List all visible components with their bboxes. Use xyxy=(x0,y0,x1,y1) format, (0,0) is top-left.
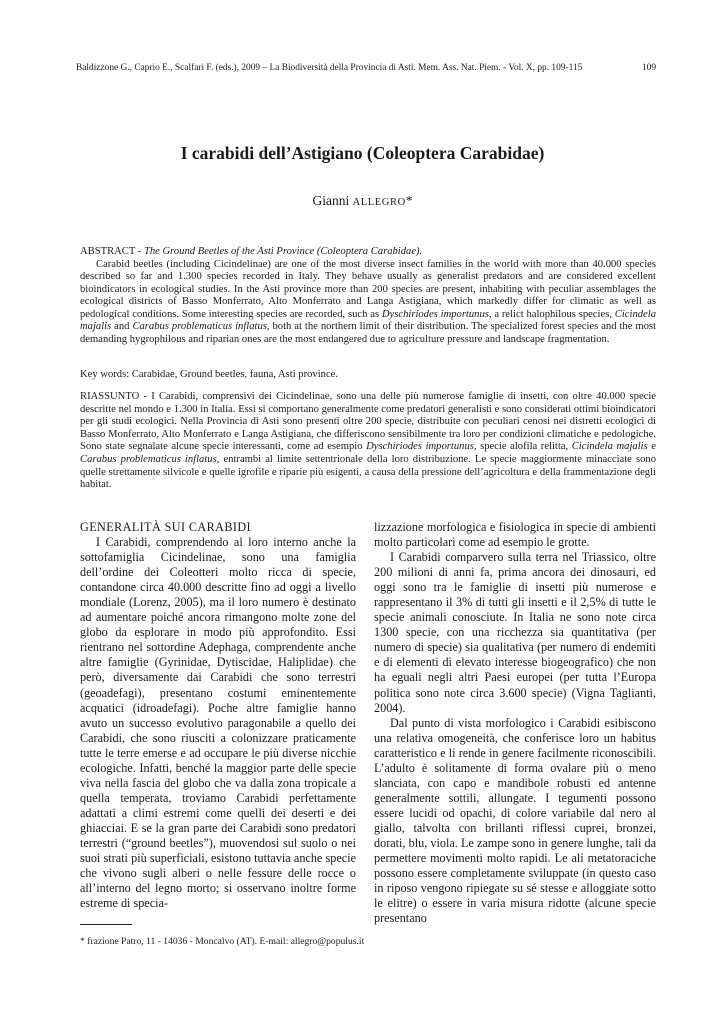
right-column xyxy=(374,520,656,926)
riassunto-body xyxy=(80,391,656,492)
riassunto-text-3: e xyxy=(647,441,657,453)
abstract-body xyxy=(80,259,656,347)
riassunto-species-1: Dyschiriodes importunus xyxy=(366,441,474,453)
citation-line: Baldizzone G., Caprio E., Scalfari F. (eds.), 2009 – La Biodiversità della Provincia di Asti. Mem. Ass. Nat. Piem. - Vol. X, pp. 109-115 xyxy=(76,63,583,73)
author-last-name: ALLEGRO xyxy=(352,197,406,208)
abstract-species-1: Dyschiriodes importunus xyxy=(381,308,489,320)
running-head xyxy=(76,63,656,73)
riassunto-species-2: Cicindela majalis xyxy=(571,441,648,453)
abstract xyxy=(80,246,656,346)
abstract-heading xyxy=(80,246,656,259)
abstract-species-3: Carabus problematicus inflatus xyxy=(132,321,267,332)
right-paragraph-1: lizzazione morfologica e fisiologica in specie di ambienti molto particolari come ad esempio le grotte. xyxy=(374,520,656,550)
footnote-rule xyxy=(80,924,132,925)
page-number: 109 xyxy=(641,63,656,73)
riassunto-species-3: Carabus problematicus inflatus xyxy=(80,453,217,465)
abstract-text-4: , both at the northern limit of their distribution. The specialized forest species and the most demanding hygrophilous and riparian ones are the most endangered due to agriculture pressure and landscape fragmentation. xyxy=(80,321,657,345)
abstract-label: ABSTRACT - xyxy=(80,246,144,257)
left-column xyxy=(80,520,356,911)
abstract-species-2: Cicindela majalis xyxy=(80,308,656,332)
author-line xyxy=(0,193,725,209)
keywords: Key words: Carabidae, Ground beetles, fauna, Asti province. xyxy=(80,369,338,380)
abstract-english-title: The Ground Beetles of the Asti Province (Coleoptera Carabidae). xyxy=(143,246,423,257)
abstract-text-1: Carabid beetles (including Cicindelinae) are one of the most diverse insect families in the world with more than 40.000 species described so far and 1.300 species recorded in Italy. They behave usually as generalist predators and are considered excellent bioindicators in ecological studies. In the Asti province more than 200 species are present, inhabiting with peculiar assemblages the ecological districts of Basso Monferrato, Alto Monferrato and Langa Astigiana, which markedly differ for climatic as well as pedological conditions. Some interesting species are recorded, such as xyxy=(80,258,656,320)
footnote: * frazione Patro, 11 - 14036 - Moncalvo (AT). E-mail: allegro@populus.it xyxy=(80,936,365,947)
article-title: I carabidi dell’Astigiano (Coleoptera Carabidae) xyxy=(180,143,545,163)
riassunto-text-4: , entrambi al limite settentrionale della loro distribuzione. Le specie maggiormente minacciate sono quelle strettamente silvicole e quelle igrofile e riparie più esigenti, a causa della pressione dell’agricoltura e della frammentazione degli habitat. xyxy=(80,453,656,491)
riassunto-text-1: RIASSUNTO - I Carabidi, comprensivi dei Cicindelinae, sono una delle più numerose famiglie di insetti, con oltre 40.000 specie descritte nel mondo e 1.300 in Italia. Essi si comportano generalmente come predatori generalisti e sono considerati ottimi bioindicatori per gli studi ecologici. Nella Provincia di Asti sono presenti oltre 200 specie, distribuite con peculiari cenosi nei distretti ecologici di Basso Monferrato, Alto Monferrato e Langa Astigiana, che differiscono sensibilmente tra loro per condizioni climatiche e pedologiche. Sono state segnalate alcune specie interessanti, come ad esempio xyxy=(80,391,656,453)
right-paragraph-3: Dal punto di vista morfologico i Carabidi esibiscono una relativa omogeneità, che conferisce loro un habitus caratteristico e li rende in genere facilmente riconoscibili. L’adulto è solitamente di forma ovalare più o meno slanciata, con capo e mandibole robusti ed antenne generalmente sottili, allungate. I tegumenti possono essere lucidi od opachi, di colore variabile dal nero al giallo, talvolta con brillanti riflessi cuprei, bronzei, dorati, blu, viola. Le zampe sono in genere lunghe, tali da permettere movimenti molto rapidi. Le ali metatoraciche possono essere completamente sviluppate (in questo caso in riposo vengono ripiegate su sé stesse e alloggiate sotto le elitre) o essere in varia misura ridotte (alcune specie presentano xyxy=(374,715,656,926)
riassunto xyxy=(80,391,656,492)
author-footnote-mark: * xyxy=(405,193,413,208)
abstract-text-2: , a relict halophilous species, xyxy=(488,308,615,320)
author-first-name: Gianni xyxy=(312,193,350,208)
abstract-text-3: and xyxy=(111,321,133,332)
right-paragraph-2: I Carabidi comparvero sulla terra nel Triassico, oltre 200 milioni di anni fa, prima ancora dei dinosauri, ed oggi sono tra le famiglie di insetti più numerose e rappresentano il 3% di tutti gli insetti e il 2,5% di tutte le specie animali conosciute. In Italia ne sono note circa 1300 specie, con una ricchezza sia quantitativa (per numero di specie) sia qualitativa (per numero di endemiti e di elementi di elevato interesse biogeografico) che non ha eguali negli altri Paesi europei (per tutta l’Europa politica sono note circa 3.600 specie) (Vigna Taglianti, 2004). xyxy=(374,550,656,715)
riassunto-text-2: , specie alofila relitta, xyxy=(473,441,572,453)
left-paragraph: I Carabidi, comprendendo al loro interno anche la sottofamiglia Cicindelinae, sono una famiglia dell’ordine dei Coleotteri molto ricca di specie, contandone circa 40.000 descritte fino ad oggi a livello mondiale (Lorenz, 2005), ma il loro numero è destinato ad aumentare poiché ancora rimangono molte zone del globo da esplorare in modo più approfondito. Essi rientrano nel sottordine Adephaga, comprendente anche altre famiglie (Gyrinidae, Dytiscidae, Haliplidae) che però, diversamente dai Carabidi che sono terrestri (geoadefagi), presentano costumi eminentemente acquatici (idroadefagi). Poche altre famiglie hanno avuto un successo evolutivo paragonabile a quello dei Carabidi, che sono riusciti a colonizzare praticamente tutte le terre emerse e ad occupare le più diverse nicchie ecologiche. Infatti, benché la maggior parte delle specie viva nella fascia del globo che va dalla zona tropicale a quella temperata, troviamo Carabidi perfettamente adattati a climi estremi come quelli dei deserti e dei ghiacciai. E se la gran parte dei Carabidi sono predatori terrestri (“ground beetles”), muovendosi sul suolo o nei suoi strati più superficiali, esistono tuttavia anche specie che vivono sugli alberi o nelle fessure delle rocce o all’interno del legno morto; si osservano inoltre forme estreme di specia- xyxy=(80,535,356,911)
section-heading: GENERALITÀ SUI CARABIDI xyxy=(80,520,252,534)
